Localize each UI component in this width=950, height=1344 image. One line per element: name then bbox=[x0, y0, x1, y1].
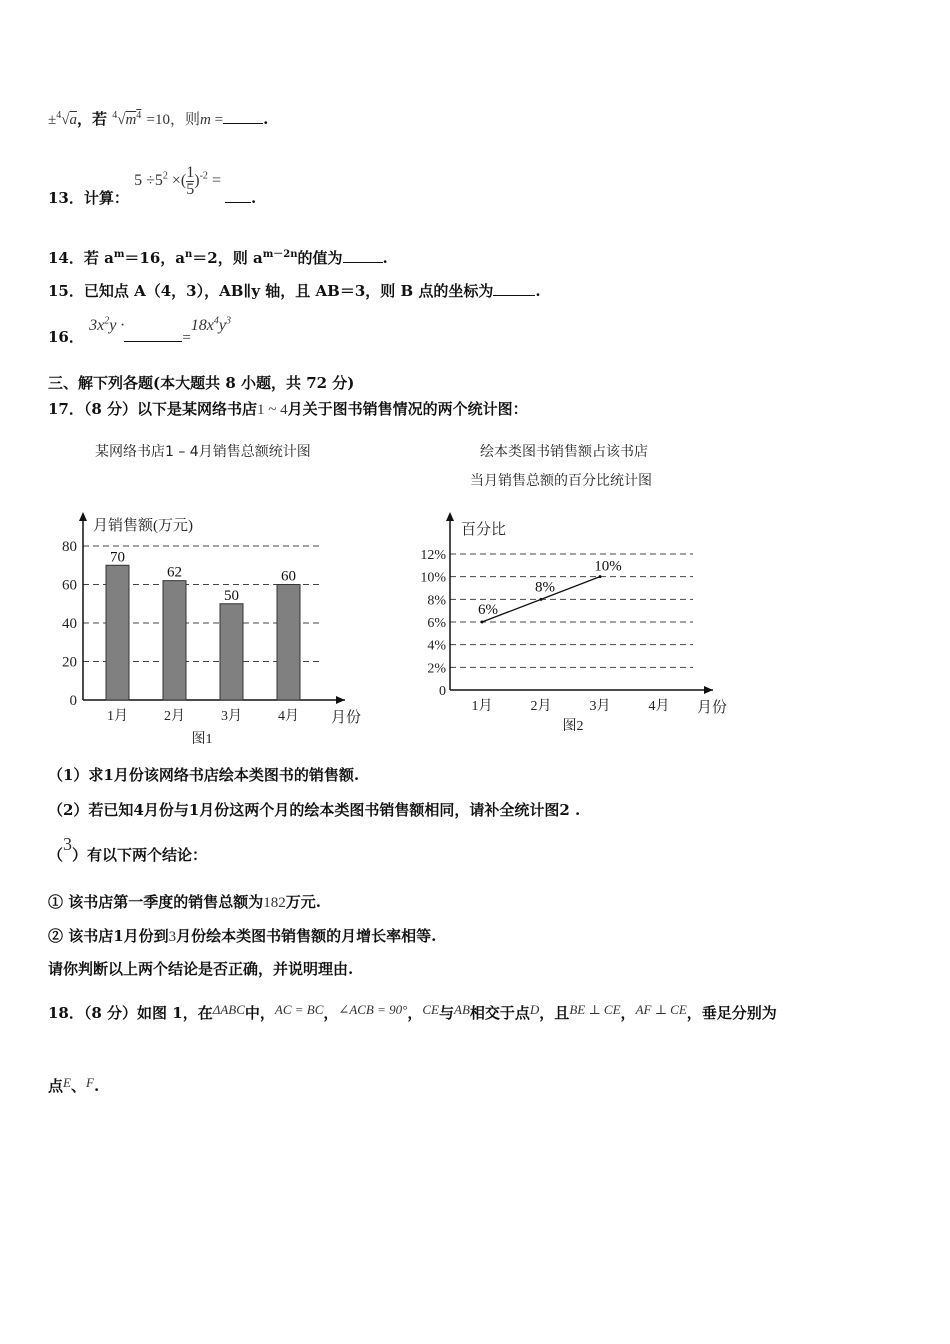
q13-line bbox=[48, 164, 257, 208]
section-3-title: 三、解下列各题(本大题共 8 小题，共 72 分) bbox=[48, 374, 355, 392]
chart2-x-tick-label: 3月 bbox=[589, 699, 611, 714]
q14-text-d: 的值为 bbox=[297, 249, 343, 267]
chart2-ytick-label: 0 bbox=[439, 684, 446, 699]
chart1-ytick-label: 40 bbox=[62, 616, 77, 632]
q15-blank[interactable] bbox=[493, 295, 535, 296]
chart2-x-axis-label: 月份 bbox=[697, 700, 728, 716]
chart1-bar-value-label: 60 bbox=[281, 568, 296, 585]
q17-part1: （1）求1月份该网络书店绘本类图书的销售额. bbox=[48, 766, 360, 784]
chart1-ytick-label: 20 bbox=[62, 654, 77, 671]
q14-sup-expr: m－2n bbox=[262, 249, 298, 260]
q18-line1: 18．（8 分）如图 1，在ΔABC中，AC = BC，∠ACB = 90°，CE与AB相交于点D，且BE ⊥ CE，AF ⊥ CE，垂足分别为 bbox=[48, 1002, 777, 1022]
q17-conclusion-2: ② 该书店1月份到3月份绘本类图书销售额的月增长率相等. bbox=[48, 927, 437, 945]
chart2 bbox=[405, 508, 745, 738]
chart2-ytick-label: 8% bbox=[427, 593, 446, 609]
chart1-bar-value-label: 62 bbox=[167, 564, 182, 581]
chart1-bar bbox=[106, 565, 129, 700]
q17-part2: （2）若已知4月份与1月份这两个月的绘本类图书销售额相同，请补全统计图2 . bbox=[48, 801, 581, 819]
chart1-title: 某网络书店1 – 4月销售总额统计图 bbox=[95, 444, 311, 460]
q12-var: m bbox=[200, 112, 211, 128]
chart1-y-axis-label: 月销售额(万元) bbox=[93, 518, 193, 534]
q12-radical-a: $^4$√a bbox=[56, 110, 77, 128]
q17-intro: 17．（8 分）以下是某网络书店1 ~ 4月关于图书销售情况的两个统计图： bbox=[48, 400, 528, 418]
chart1-bar bbox=[277, 585, 300, 701]
chart1-caption: 图1 bbox=[191, 732, 213, 747]
q16-number: 16． bbox=[48, 328, 84, 346]
chart2-title-line2: 当月销售总额的百分比统计图 bbox=[470, 473, 652, 489]
chart2-x-tick-label: 1月 bbox=[471, 699, 493, 714]
chart2-ytick-label: 10% bbox=[420, 570, 446, 586]
q16-blank[interactable] bbox=[124, 341, 182, 342]
chart2-caption: 图2 bbox=[562, 719, 584, 734]
q15-text: 15．已知点 A（4，3），AB∥y 轴，且 AB＝3，则 B 点的坐标为 bbox=[48, 282, 494, 300]
chart1-x-tick-label: 3月 bbox=[221, 709, 242, 724]
q17-judge: 请你判断以上两个结论是否正确，并说明理由. bbox=[48, 960, 354, 978]
chart2-y-arrow bbox=[446, 512, 454, 521]
q14-text-a: 14．若 a bbox=[48, 249, 114, 267]
chart1-x-tick-label: 1月 bbox=[107, 709, 128, 724]
chart1-bar-value-label: 50 bbox=[224, 587, 239, 604]
q15-line bbox=[48, 280, 541, 301]
chart1-ytick-label: 0 bbox=[69, 693, 77, 709]
q14-blank[interactable] bbox=[343, 262, 383, 263]
q13-blank[interactable] bbox=[225, 202, 251, 203]
q13-label: 计算： bbox=[83, 189, 129, 208]
q14-line bbox=[48, 245, 388, 268]
chart1-ytick-label: 60 bbox=[62, 577, 77, 594]
chart2-ytick-label: 6% bbox=[427, 616, 446, 631]
q14-end: . bbox=[382, 249, 388, 267]
chart1-ytick-label: 80 bbox=[62, 539, 77, 555]
chart2-data-point bbox=[481, 621, 484, 624]
q13-expression: $5 \div 5^2$ ×( $\frac{1}{5}$ )$^{-2}$ = bbox=[134, 164, 221, 198]
q16-lhs: $3x^2y$ · bbox=[89, 315, 125, 334]
q12-line bbox=[48, 108, 268, 129]
q12-radical-m: $^4√m^4$ bbox=[112, 110, 142, 128]
q14-text-c: ＝2，则 a bbox=[192, 249, 263, 267]
chart2-x-arrow bbox=[704, 686, 713, 694]
q15-end: . bbox=[535, 282, 541, 300]
chart1-x-arrow bbox=[336, 696, 345, 704]
q18-line2: 点E、F. bbox=[48, 1075, 100, 1095]
chart2-ytick-label: 2% bbox=[427, 661, 446, 677]
q14-text-b: ＝16，a bbox=[124, 249, 186, 267]
chart1-bar bbox=[163, 581, 186, 700]
chart1 bbox=[55, 508, 375, 753]
chart2-data-point bbox=[540, 598, 543, 601]
q12-eq: =10，则 bbox=[146, 112, 200, 128]
chart2-point-label: 10% bbox=[594, 558, 622, 575]
q17-conclusion-1: ① 该书店第一季度的销售总额为182万元. bbox=[48, 893, 321, 911]
q17-part3: （3）有以下两个结论： bbox=[48, 834, 208, 864]
q16-line bbox=[48, 314, 232, 346]
chart2-x-tick-label: 2月 bbox=[530, 699, 552, 714]
chart2-point-label: 8% bbox=[535, 579, 555, 596]
q16-rhs: $18x^4y^3$ bbox=[190, 315, 232, 334]
chart2-ytick-label: 12% bbox=[420, 548, 446, 563]
chart2-x-tick-label: 4月 bbox=[648, 699, 670, 714]
q14-sup-n: n bbox=[185, 249, 193, 260]
q13-fraction: $\frac{1}{5}$ bbox=[186, 164, 195, 198]
chart1-x-tick-label: 2月 bbox=[164, 709, 185, 724]
q13-end: . bbox=[250, 189, 257, 208]
q14-sup-m: m bbox=[113, 249, 125, 260]
chart1-x-axis-label: 月份 bbox=[331, 710, 362, 726]
chart1-bar-value-label: 70 bbox=[110, 549, 125, 566]
q12-plus-minus: ± bbox=[48, 112, 57, 128]
chart1-bar bbox=[220, 604, 243, 700]
chart2-y-axis-label: 百分比 bbox=[461, 522, 507, 538]
q13-number: 13． bbox=[48, 189, 84, 208]
q12-eq2: = bbox=[210, 112, 224, 128]
chart2-title-line1: 绘本类图书销售额占该书店 bbox=[480, 444, 648, 460]
q12-end: . bbox=[263, 110, 269, 128]
chart1-x-tick-label: 4月 bbox=[278, 709, 299, 724]
q12-blank[interactable] bbox=[223, 123, 263, 124]
chart2-point-label: 6% bbox=[478, 602, 498, 618]
q16-eq: = bbox=[182, 330, 191, 346]
chart2-data-point bbox=[599, 575, 602, 578]
q12-if: ，若 bbox=[76, 110, 107, 128]
chart1-y-arrow bbox=[79, 512, 87, 521]
chart2-ytick-label: 4% bbox=[427, 638, 446, 654]
